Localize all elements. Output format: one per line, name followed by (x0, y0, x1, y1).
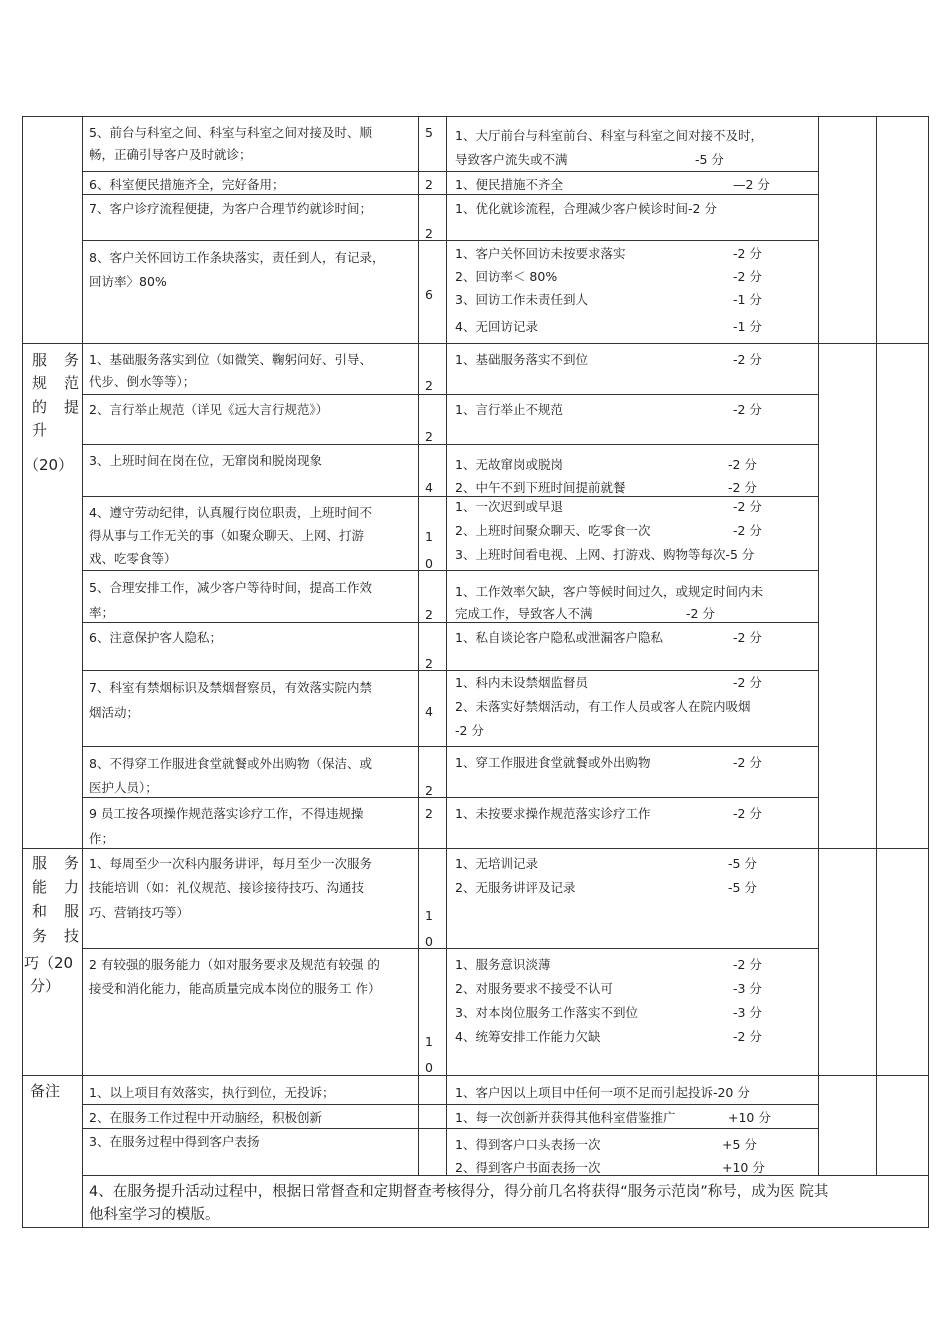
table-rule (82, 797, 818, 798)
item-content: 戏、吃零食等） (89, 551, 177, 566)
deduction-value: -2 分 (733, 630, 762, 645)
deduction-text: 1、言行举止不规范 (455, 402, 563, 417)
table-rule (82, 670, 818, 671)
deduction-value: -1 分 (733, 319, 762, 334)
item-score: 6 (425, 287, 433, 302)
table-rule (22, 1227, 929, 1228)
table-rule (82, 622, 818, 623)
deduction-value: -2 分 (733, 402, 762, 417)
item-content: 1、每周至少一次科内服务讲评，每月至少一次服务 (89, 856, 372, 871)
deduction-value: —2 分 (733, 177, 770, 192)
table-rule (82, 171, 818, 172)
category-label: 服 (32, 854, 48, 872)
deduction-text: 1、基础服务落实不到位 (455, 352, 588, 367)
deduction-text: 1、穿工作服进食堂就餐或外出购物 (455, 755, 651, 770)
table-rule (82, 496, 818, 497)
deduction-value: -2 分 (733, 246, 762, 261)
remarks-label: 备注 (30, 1082, 61, 1100)
category-label: 服 (64, 902, 80, 920)
deduction-text: 2、未落实好禁烟活动，有工作人员或客人在院内吸烟 (455, 699, 751, 714)
category-label: 务 (32, 927, 48, 945)
item-score: 1 (425, 908, 433, 923)
deduction-text: 1、未按要求操作规范落实诊疗工作 (455, 806, 651, 821)
item-score: 1 (425, 1034, 433, 1049)
item-content: 3、上班时间在岗在位，无窜岗和脱岗现象 (89, 453, 322, 468)
item-content: 8、不得穿工作服进食堂就餐或外出购物（保洁、或 (89, 756, 372, 771)
deduction-value: -3 分 (733, 981, 762, 996)
deduction-text: 4、统筹安排工作能力欠缺 (455, 1029, 601, 1044)
table-rule (82, 1104, 818, 1105)
deduction-value: -2 分 (733, 523, 762, 538)
item-content: 烟活动； (89, 705, 140, 720)
deduction-value: -5 分 (728, 880, 757, 895)
deduction-text: 1、工作效率欠缺，客户等候时间过久，或规定时间内未 (455, 584, 763, 599)
item-score: 0 (425, 1060, 433, 1075)
remark-final: 4、在服务提升活动过程中，根据日常督查和定期督查考核得分，得分前几名将获得“服务示范岗”称号，成为医 院其 (89, 1184, 829, 1200)
table-rule (876, 116, 877, 1176)
table-rule (82, 394, 818, 395)
item-score: 2 (425, 378, 433, 393)
deduction-text: 1、服务意识淡薄 (455, 957, 551, 972)
category-label: 的 (32, 398, 48, 416)
item-content: 6、注意保护客人隐私； (89, 630, 222, 645)
deduction-value: -2 分 (733, 755, 762, 770)
category-label: 提 (64, 398, 80, 416)
item-content: 技能培训（如：礼仪规范、接诊接待技巧、沟通技 (89, 880, 365, 895)
deduction-text: 3、回访工作未责任到人 (455, 292, 588, 307)
deduction-text: 1、科内未设禁烟监督员 (455, 675, 588, 690)
table-rule (22, 116, 929, 117)
table-rule (418, 116, 419, 1176)
table-rule (82, 240, 818, 241)
deduction-value: -2 分 (733, 499, 762, 514)
remark-content: 1、以上项目有效落实，执行到位，无投诉； (89, 1085, 335, 1100)
item-content: 9 员工按各项操作规范落实诊疗工作，不得违规操 (89, 806, 364, 821)
deduction-text: 2、回访率＜ 80% (455, 269, 558, 284)
item-score: 2 (425, 806, 433, 821)
item-content: 回访率〉80% (89, 274, 167, 289)
deduction-value: -2 分 (728, 480, 757, 495)
table-rule (82, 570, 818, 571)
table-rule (22, 1075, 929, 1076)
category-label: 务 (64, 854, 80, 872)
item-score: 0 (425, 556, 433, 571)
remark-deduction: 1、客户因以上项目中任何一项不足而引起投诉-20 分 (455, 1085, 750, 1100)
table-rule (818, 116, 819, 1176)
item-content: 5、合理安排工作，减少客户等待时间，提高工作效 (89, 580, 372, 595)
deduction-value: -1 分 (733, 292, 762, 307)
table-rule (82, 194, 818, 195)
item-score: 2 (425, 783, 433, 798)
deduction-text: 1、大厅前台与科室前台、科室与科室之间对接不及时， (455, 128, 763, 143)
item-content: 6、科室便民措施齐全，完好备用； (89, 177, 285, 192)
table-rule (82, 948, 818, 949)
deduction-text: 3、对本岗位服务工作落实不到位 (455, 1005, 638, 1020)
remark-deduction: 1、每一次创新并获得其他科室借鉴推广 (455, 1110, 676, 1125)
item-score: 2 (425, 177, 433, 192)
category-label: 技 (64, 927, 80, 945)
category-label: 能 (32, 878, 48, 896)
item-content: 率； (89, 605, 115, 620)
deduction-text: 完成工作，导致客人不满 (455, 606, 593, 621)
category-label: 务 (64, 351, 80, 369)
category-label: 规 (32, 374, 48, 392)
item-content: 巧、营销技巧等） (89, 905, 190, 920)
deduction-text: 1、一次迟到或早退 (455, 499, 563, 514)
remark-value: +10 分 (722, 1160, 765, 1175)
item-score: 4 (425, 480, 433, 495)
item-score: 4 (425, 704, 433, 719)
item-score: 2 (425, 226, 433, 241)
deduction-value: -5 分 (728, 856, 757, 871)
item-content: 7、科室有禁烟标识及禁烟督察员，有效落实院内禁 (89, 680, 372, 695)
item-score: 2 (425, 607, 433, 622)
category-label: 范 (64, 374, 80, 392)
table-rule (22, 343, 929, 344)
remark-content: 3、在服务过程中得到客户表扬 (89, 1134, 260, 1149)
item-content: 2 有较强的服务能力（如对服务要求及规范有较强 的 (89, 957, 380, 972)
deduction-text: 3、上班时间看电视、上网、打游戏、购物等每次-5 分 (455, 547, 755, 562)
deduction-text: 1、无培训记录 (455, 856, 538, 871)
category-label: 力 (64, 878, 80, 896)
table-rule (82, 746, 818, 747)
remark-deduction: 1、得到客户口头表扬一次 (455, 1137, 601, 1152)
deduction-text: 2、无服务讲评及记录 (455, 880, 576, 895)
deduction-text: 1、私自谈论客户隐私或泄漏客户隐私 (455, 630, 663, 645)
category-label: （20） (24, 456, 74, 474)
deduction-value: -2 分 (733, 1029, 762, 1044)
deduction-value: -5 分 (695, 152, 724, 167)
item-score: 0 (425, 934, 433, 949)
deduction-text: 2、上班时间聚众聊天、吃零食一次 (455, 523, 651, 538)
category-label: 升 (32, 421, 48, 439)
item-content: 作； (89, 831, 115, 846)
item-content: 代步、倒水等等）； (89, 374, 196, 389)
category-label: 服 (32, 351, 48, 369)
category-label: 和 (32, 902, 48, 920)
deduction-value: -2 分 (733, 806, 762, 821)
table-rule (82, 116, 83, 1228)
table-rule (22, 848, 929, 849)
deduction-text: 1、便民措施不齐全 (455, 177, 563, 192)
item-content: 1、基础服务落实到位（如微笑、鞠躬问好、引导、 (89, 352, 372, 367)
deduction-text: 1、无故窜岗或脱岗 (455, 457, 563, 472)
table-rule (82, 1128, 818, 1129)
table-rule (928, 116, 929, 1228)
deduction-value: -2 分 (455, 723, 484, 738)
item-content: 4、遵守劳动纪律，认真履行岗位职责，上班时间不 (89, 505, 372, 520)
item-content: 2、言行举止规范（详见《远大言行规范》） (89, 402, 329, 417)
remark-deduction: 2、得到客户书面表扬一次 (455, 1160, 601, 1175)
deduction-value: -2 分 (728, 457, 757, 472)
table-rule (446, 116, 447, 1176)
deduction-text: 2、中午不到下班时间提前就餐 (455, 480, 626, 495)
deduction-value: -2 分 (686, 606, 715, 621)
item-content: 畅，正确引导客户及时就诊； (89, 147, 252, 162)
deduction-text: 1、客户关怀回访未按要求落实 (455, 246, 626, 261)
item-content: 医护人员）； (89, 780, 158, 795)
item-content: 8、客户关怀回访工作条块落实，责任到人，有记录， (89, 250, 385, 265)
deduction-value: -2 分 (733, 352, 762, 367)
item-content: 接受和消化能力，能高质量完成本岗位的服务工 作） (89, 981, 381, 996)
deduction-value: -3 分 (733, 1005, 762, 1020)
deduction-text: 4、无回访记录 (455, 319, 538, 334)
deduction-value: -2 分 (733, 957, 762, 972)
item-score: 2 (425, 656, 433, 671)
deduction-text: 2、对服务要求不接受不认可 (455, 981, 613, 996)
item-score: 1 (425, 529, 433, 544)
item-score: 5 (425, 125, 433, 140)
deduction-text: 导致客户流失或不满 (455, 152, 568, 167)
remark-value: +10 分 (728, 1110, 771, 1125)
remark-content: 2、在服务工作过程中开动脑经，积极创新 (89, 1110, 322, 1125)
item-content: 5、前台与科室之间、科室与科室之间对接及时、顺 (89, 125, 372, 140)
deduction-value: -2 分 (733, 675, 762, 690)
deduction-value: -2 分 (733, 269, 762, 284)
category-label: 分） (30, 977, 61, 995)
table-rule (22, 116, 23, 1228)
remark-final: 他科室学习的模版。 (89, 1207, 220, 1223)
deduction-text: 1、优化就诊流程，合理减少客户候诊时间-2 分 (455, 201, 717, 216)
remark-value: +5 分 (722, 1137, 757, 1152)
item-content: 7、客户诊疗流程便捷，为客户合理节约就诊时间； (89, 201, 372, 216)
category-label: 巧（20 (24, 954, 74, 972)
item-content: 得从事与工作无关的事（如聚众聊天、上网、打游 (89, 528, 365, 543)
table-rule (82, 444, 818, 445)
item-score: 2 (425, 429, 433, 444)
